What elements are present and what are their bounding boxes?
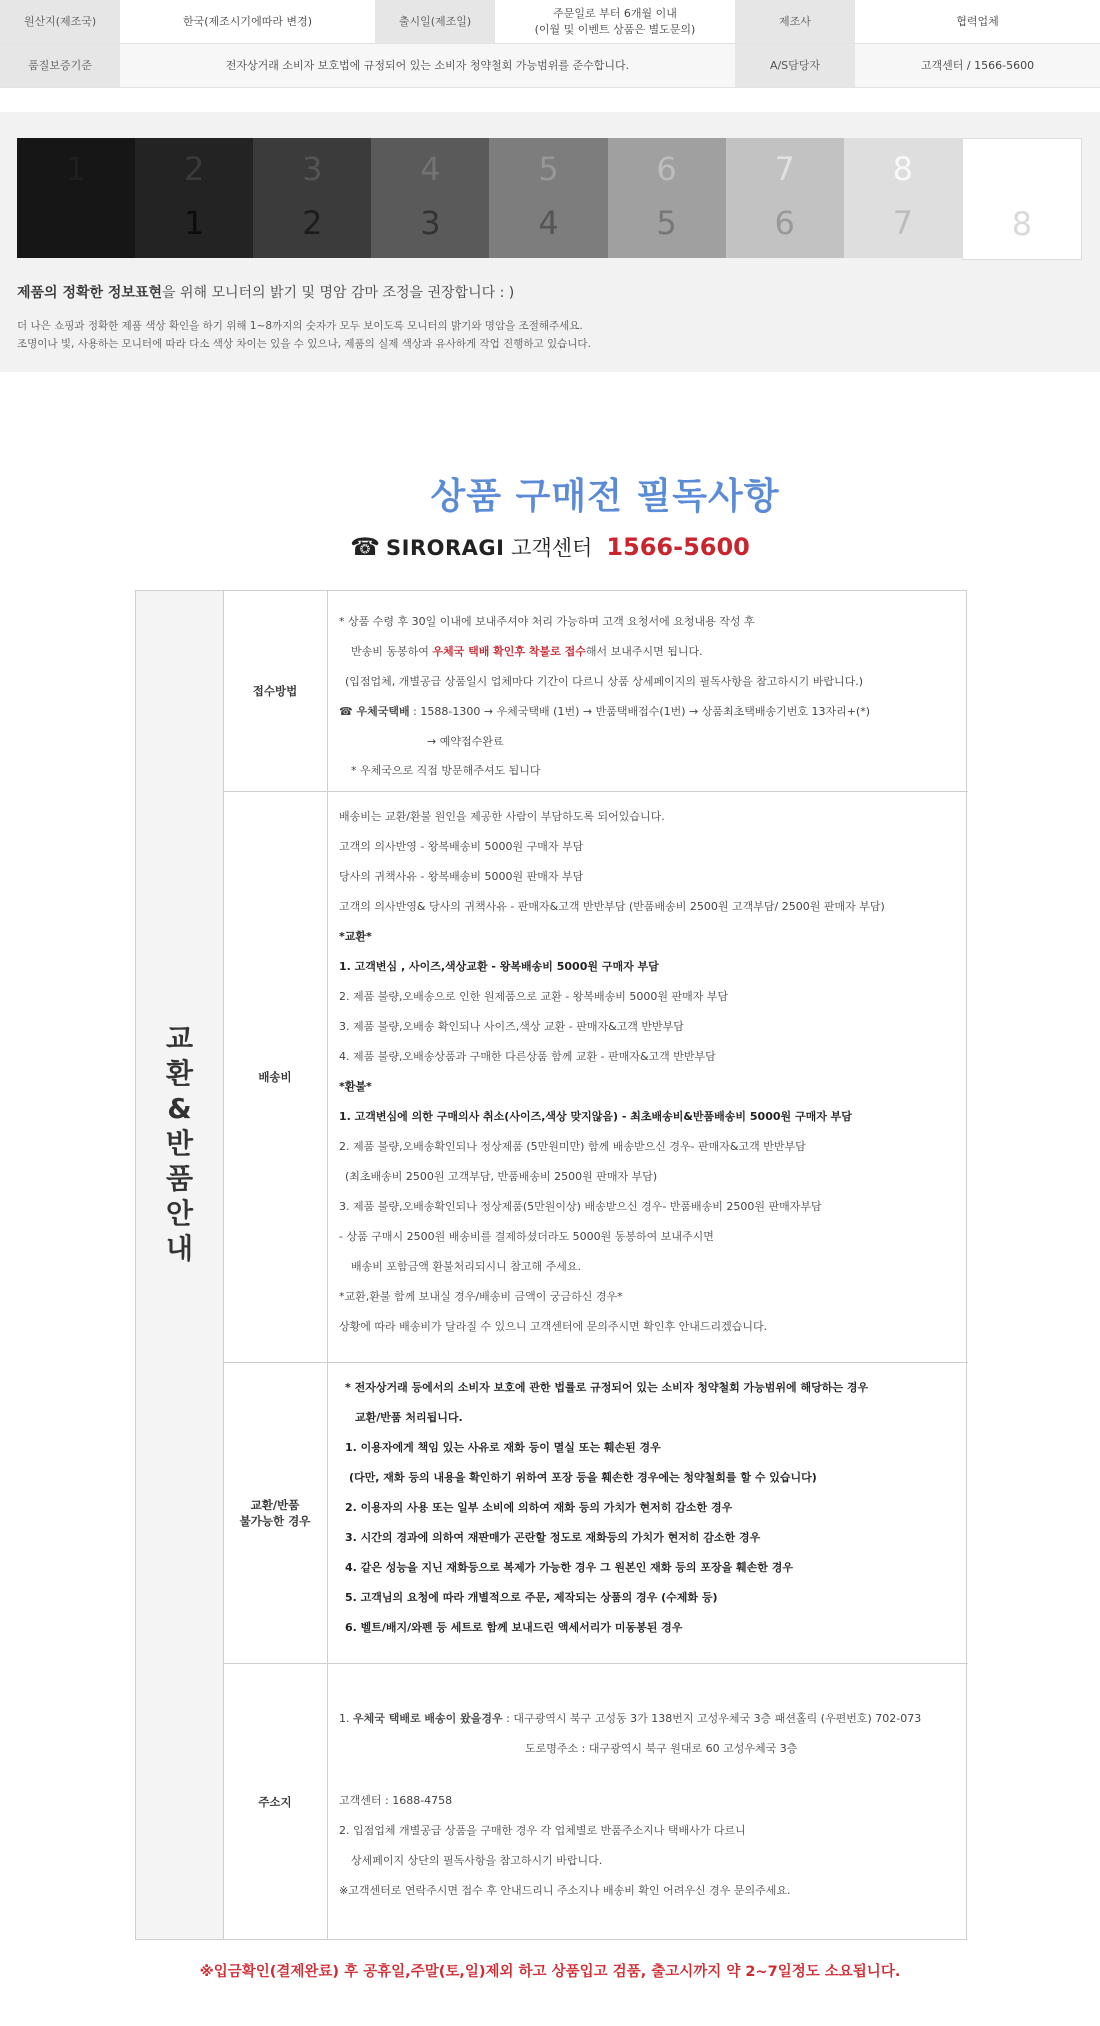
swatch-top-number: 5	[538, 150, 559, 188]
grayscale-swatch-row	[17, 138, 1082, 258]
non-returnable-line: (다만, 재화 등의 내용을 확인하기 위하여 포장 등을 훼손한 경우에는 청약철회를 할 수 있습니다)	[349, 1471, 817, 1484]
manufacturer-label: 제조사	[735, 0, 855, 44]
shipping-lead-time-notice: ※입금확인(결제완료) 후 공휴일,주말(토,일)제외 하고 상품입고 검품, 출고시까지 약 2~7일정도 소요됩니다.	[199, 1964, 901, 1980]
address-line-1	[339, 1710, 921, 1726]
shipping-fee-line: 배송비 포함금액 환불처리되시니 참고해 주세요.	[351, 1260, 582, 1273]
customer-center-number: 1566-5600	[606, 533, 750, 561]
swatch-top-number: 2	[183, 150, 205, 188]
non-returnable-label-line1: 교환/반품	[250, 1498, 300, 1512]
calibration-title	[17, 282, 514, 302]
shipping-fee-line: 당사의 귀책사유 - 왕복배송비 5000원 판매자 부담	[339, 870, 584, 883]
swatch-bottom-number: 2	[302, 204, 323, 242]
swatch-top-number: 7	[774, 150, 795, 188]
non-returnable-line: 5. 고객님의 요청에 따라 개별적으로 주문, 제작되는 상품의 경우 (수제화 등)	[345, 1591, 718, 1604]
shipping-fee-line: 3. 제품 불량,오배송확인되나 정상제품(5만원이상) 배송받으신 경우- 반품배송비 2500원 판매자부담	[339, 1200, 822, 1213]
non-returnable-line: * 전자상거래 등에서의 소비자 보호에 관한 법률로 규정되어 있는 소비자 청약철회 가능범위에 해당하는 경우	[345, 1381, 869, 1394]
shipping-fee-line: 2. 제품 불량,오배송확인되나 정상제품 (5만원미만) 함께 배송받으신 경우- 판매자&고객 반반부담	[339, 1140, 806, 1153]
grayscale-swatch	[371, 138, 489, 258]
shipping-fee-line: 1. 고객변심 , 사이즈,색상교환 - 왕복배송비 5000원 구매자 부담	[339, 960, 659, 973]
shipping-fee-label: 배송비	[223, 792, 328, 1362]
quality-standard-label: 품질보증기준	[0, 44, 120, 88]
grayscale-swatch	[135, 138, 253, 258]
as-contact-label: A/S담당자	[735, 44, 855, 88]
guide-left-title-char: 환	[165, 1057, 194, 1090]
guide-left-title-char: &	[167, 1092, 192, 1125]
calibration-line-2: 조명이나 빛, 사용하는 모니터에 따라 다소 색상 차이는 있을 수 있으나, 제품의 실제 색상과 유사하게 작업 진행하고 있습니다.	[17, 338, 591, 350]
swatch-top-number: 8	[892, 150, 913, 188]
postal-service-steps: : 1588-1300 → 우체국택배 (1번) → 반품택배접수(1번) → 상품최초택배송기번호 13자리+(*)	[409, 705, 871, 718]
reception-method-label: 접수방법	[223, 591, 328, 791]
guide-left-title-char: 안	[165, 1197, 194, 1230]
product-info-table	[0, 0, 1100, 88]
address-line-1-pre: 1.	[339, 1712, 353, 1725]
reception-line-6: * 우체국으로 직접 방문해주셔도 됩니다	[351, 764, 541, 777]
address-line-5: 상세페이지 상단의 필독사항을 참고하시기 바랍니다.	[351, 1854, 603, 1867]
guide-left-title-char: 교	[165, 1022, 194, 1055]
monitor-calibration-panel	[0, 112, 1100, 372]
release-date-value	[495, 0, 735, 44]
postal-service-label: ☎ 우체국택배	[339, 705, 410, 718]
calibration-title-bold: 제품의 정확한 정보표현	[17, 285, 162, 301]
address-line-1-bold: 우체국 택배로 배송이 왔을경우	[353, 1712, 503, 1725]
address-line-4: 2. 입점업체 개별공급 상품을 구매한 경우 각 업체별로 반품주소지나 택배사가 다르니	[339, 1824, 746, 1837]
non-returnable-line: 2. 이용자의 사용 또는 일부 소비에 의하여 재화 등의 가치가 현저히 감소한 경우	[345, 1501, 733, 1514]
manufacturer-value: 협력업체	[855, 0, 1100, 44]
reception-line-2-highlight: 우체국 택배 확인후 착불로 접수	[432, 645, 586, 658]
guide-left-title-char: 품	[165, 1162, 194, 1195]
reception-line-2	[351, 643, 703, 659]
non-returnable-line: 3. 시간의 경과에 의하여 재판매가 곤란할 정도로 재화등의 가치가 현저히 감소한 경우	[345, 1531, 761, 1544]
brand-name: SIRORAGI	[386, 536, 505, 560]
return-address-label: 주소지	[223, 1664, 328, 1939]
grayscale-swatch	[17, 138, 135, 258]
release-date-label: 출시일(제조일)	[375, 0, 495, 44]
swatch-top-number: 1	[65, 150, 87, 188]
non-returnable-section	[223, 1363, 968, 1664]
reception-method-section	[223, 591, 968, 792]
non-returnable-label-line2: 불가능한 경우	[239, 1514, 311, 1528]
swatch-bottom-number: 1	[183, 204, 205, 242]
guide-left-column	[136, 591, 224, 1939]
non-returnable-line: 1. 이용자에게 책임 있는 사유로 재화 등이 멸실 또는 훼손된 경우	[345, 1441, 661, 1454]
swatch-bottom-number: 6	[774, 204, 795, 242]
as-contact-value: 고객센터 / 1566-5600	[855, 44, 1100, 88]
address-line-6: ※고객센터로 연락주시면 접수 후 안내드리니 주소지나 배송비 확인 어려우신 경우 문의주세요.	[339, 1884, 791, 1897]
customer-center-label: 고객센터	[511, 536, 593, 560]
non-returnable-line: 교환/반품 처리됩니다.	[355, 1411, 463, 1424]
calibration-title-rest: 을 위해 모니터의 밝기 및 명암 감마 조정을 권장합니다 : )	[162, 285, 515, 301]
non-returnable-line: 4. 같은 성능을 지닌 재화등으로 복제가 가능한 경우 그 원본인 재화 등의 포장을 훼손한 경우	[345, 1561, 793, 1574]
shipping-fee-line: 상황에 따라 배송비가 달라질 수 있으니 고객센터에 문의주시면 확인후 안내드리겠습니다.	[339, 1320, 768, 1333]
shipping-fee-line: *교환*	[339, 930, 372, 943]
shipping-fee-line: *환불*	[339, 1080, 372, 1093]
shipping-fee-line: 2. 제품 불량,오배송으로 인한 원제품으로 교환 - 왕복배송비 5000원 판매자 부담	[339, 990, 729, 1003]
return-address-section	[223, 1664, 968, 1939]
notice-title-text: 상품 구매전 필독사항	[430, 476, 780, 517]
origin-label: 원산지(제조국)	[0, 0, 120, 44]
shipping-fee-line: 고객의 의사반영& 당사의 귀책사유 - 판매자&고객 반반부담 (반품배송비 2500원 고객부담/ 2500원 판매자 부담)	[339, 900, 885, 913]
reception-line-3: (입점업체, 개별공급 상품일시 업체마다 기간이 다르니 상품 상세페이지의 필독사항을 참고하시기 바랍니다.)	[345, 675, 864, 688]
swatch-top-number: 6	[656, 150, 677, 188]
guide-left-title-char: 반	[165, 1127, 194, 1160]
swatch-bottom-number: 8	[1011, 205, 1033, 243]
shipping-fee-line: *교환,환불 함께 보내실 경우/배송비 금액이 궁금하신 경우*	[339, 1290, 623, 1303]
shipping-fee-line: 배송비는 교환/환불 원인을 제공한 사람이 부담하도록 되어있습니다.	[339, 810, 665, 823]
shipping-fee-line: 고객의 의사반영 - 왕복배송비 5000원 구매자 부담	[339, 840, 584, 853]
exchange-return-guide-table	[135, 590, 967, 1940]
guide-left-title-char: 내	[165, 1232, 194, 1265]
origin-value: 한국(제조시기에따라 변경)	[120, 0, 375, 44]
shipping-fee-line: (최초배송비 2500원 고객부담, 반품배송비 2500원 판매자 부담)	[345, 1170, 658, 1183]
swatch-bottom-number: 5	[656, 204, 677, 242]
swatch-bottom-number: 4	[538, 204, 559, 242]
notice-title	[0, 468, 1100, 519]
phone-icon: ☎	[350, 533, 381, 561]
grayscale-swatch	[962, 138, 1082, 260]
reception-line-2-post: 해서 보내주시면 됩니다.	[585, 645, 703, 658]
swatch-top-number: 3	[302, 150, 323, 188]
customer-center-line	[0, 532, 1100, 562]
grayscale-swatch	[608, 138, 726, 258]
grayscale-swatch	[726, 138, 844, 258]
reception-line-5: → 예약접수완료	[427, 735, 504, 748]
shipping-fee-line: - 상품 구매시 2500원 배송비를 결제하셨더라도 5000원 동봉하여 보내주시면	[339, 1230, 714, 1243]
swatch-bottom-number: 3	[420, 204, 441, 242]
shipping-fee-section	[223, 792, 968, 1363]
non-returnable-line: 6. 벨트/배지/와펜 등 세트로 함께 보내드린 액세서리가 미동봉된 경우	[345, 1621, 683, 1634]
calibration-line-1: 더 나은 쇼핑과 정확한 제품 색상 확인을 하기 위해 1~8까지의 숫자가 모두 보이도록 모니터의 밝기와 명암을 조절해주세요.	[17, 320, 583, 332]
swatch-top-number: 4	[420, 150, 441, 188]
non-returnable-label	[223, 1363, 328, 1663]
shipping-fee-line: 4. 제품 불량,오배송상품과 구매한 다른상품 함께 교환 - 판매자&고객 반반부담	[339, 1050, 716, 1063]
release-date-line2: (이월 및 이벤트 상품은 별도문의)	[534, 22, 696, 36]
guide-left-title	[136, 1021, 223, 1266]
swatch-bottom-number: 7	[892, 204, 913, 242]
reception-line-1: * 상품 수령 후 30일 이내에 보내주셔야 처리 가능하며 고객 요청서에 요청내용 작성 후	[339, 615, 755, 628]
shipping-fee-line: 3. 제품 불량,오배송 확인되나 사이즈,색상 교환 - 판매자&고객 반반부담	[339, 1020, 684, 1033]
grayscale-swatch	[253, 138, 371, 258]
address-line-1-rest: : 대구광역시 북구 고성동 3가 138번지 고성우체국 3층 패션홀릭 (우편번호) 702-073	[502, 1712, 922, 1725]
grayscale-swatch	[844, 138, 962, 258]
address-line-2: 도로명주소 : 대구광역시 북구 원대로 60 고성우체국 3층	[525, 1742, 798, 1755]
release-date-line1: 주문일로 부터 6개월 이내	[553, 6, 677, 20]
quality-standard-value: 전자상거래 소비자 보호법에 규정되어 있는 소비자 청약철회 가능범위를 준수합니다.	[120, 44, 735, 88]
shipping-fee-line: 1. 고객변심에 의한 구매의사 취소(사이즈,색상 맞지않음) - 최초배송비&반품배송비 5000원 구매자 부담	[339, 1110, 852, 1123]
reception-line-2-pre: 반송비 동봉하여	[351, 645, 433, 658]
address-line-3: 고객센터 : 1688-4758	[339, 1794, 453, 1807]
reception-line-4	[339, 703, 870, 719]
grayscale-swatch	[489, 138, 607, 258]
